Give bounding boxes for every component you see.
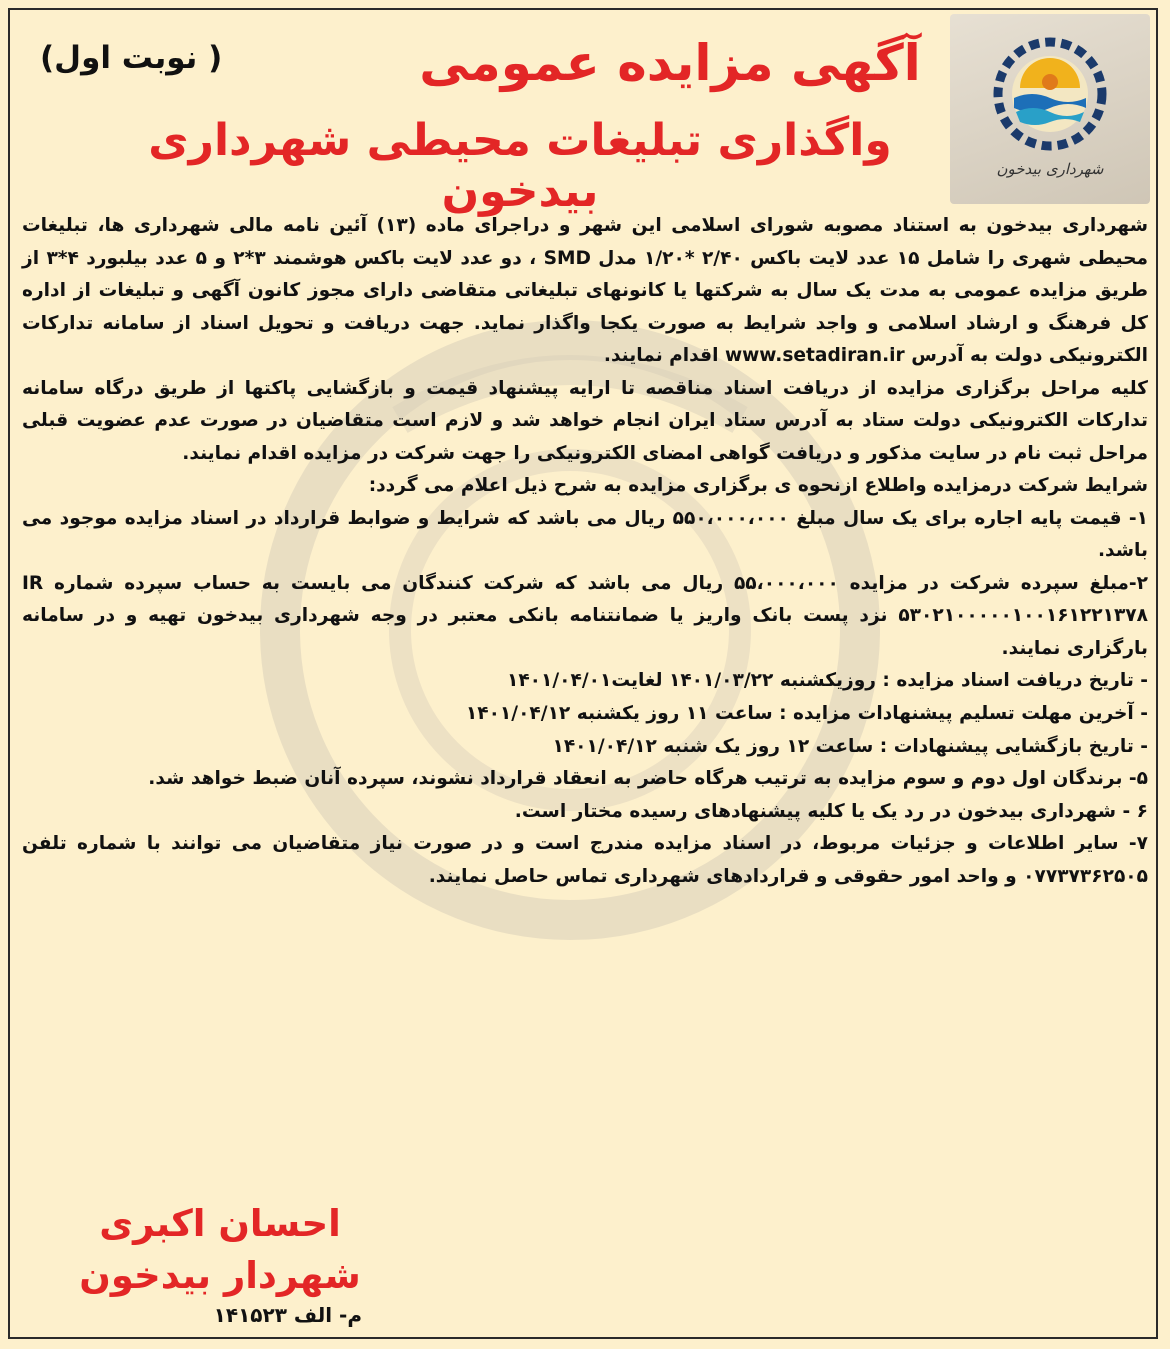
reference-number: م- الف ۱۴۱۵۲۳ [213, 1303, 362, 1327]
signatory-name: احسان اکبری [99, 1202, 341, 1245]
condition-item-2: ۲-مبلغ سپرده شرکت در مزایده ۵۵،۰۰۰،۰۰۰ ریال می باشد که شرکت کنندگان می بایست به حساب سپرده شماره IR ۵۳۰۲۱۰۰۰۰۰۱۰۰۱۶۱۲۲۱۳۷۸ نزد پست بانک واریز یا ضمانتنامه بانکی معتبر در وجه شهرداری بیدخون تهیه و در سامانه بارگزاری نمایند. [22, 572, 1148, 659]
page-title: آگهی مزایده عمومی [419, 34, 921, 92]
signature-block [70, 1198, 370, 1302]
date-deadline: - آخرین مهلت تسلیم پیشنهادات مزایده : ساعت ۱۱ روز یکشنبه ۱۴۰۱/۰۴/۱۲ [465, 702, 1148, 724]
condition-item-1: ۱- قیمت پایه اجاره برای یک سال مبلغ ۵۵۰،۰۰۰،۰۰۰ ریال می باشد که شرایط و ضوابط قرارداد در اسناد مزایده موجود می باشد. [22, 507, 1148, 562]
municipality-emblem-icon [970, 32, 1130, 162]
municipality-logo [950, 14, 1150, 204]
date-opening: - تاریخ بازگشایی پیشنهادات : ساعت ۱۲ روز یک شنبه ۱۴۰۱/۰۴/۱۲ [552, 735, 1148, 757]
date-documents: - تاریخ دریافت اسناد مزایده : روزیکشنبه ۱۴۰۱/۰۳/۲۲ لغایت۱۴۰۱/۰۴/۰۱ [506, 670, 1148, 692]
round-label: ( نوبت اول) [40, 40, 223, 76]
announcement-body [22, 210, 1148, 893]
logo-caption: شهرداری بیدخون [996, 160, 1104, 178]
condition-item-5: ۵- برندگان اول دوم و سوم مزایده به ترتیب هرگاه حاضر به انعقاد قرارداد نشوند، سپرده آنان ضبط خواهد شد. [148, 768, 1148, 790]
conditions-heading: شرایط شرکت درمزایده واطلاع ازنحوه ی برگزاری مزایده به شرح ذیل اعلام می گردد: [368, 475, 1148, 497]
setadiran-link[interactable]: www.setadiran.ir [724, 345, 905, 367]
page-subtitle: واگذاری تبلیغات محیطی شهرداری بیدخون [148, 115, 892, 217]
intro-paragraph [22, 210, 1148, 373]
signatory-title: شهردار بیدخون [79, 1253, 361, 1297]
intro-text: شهرداری بیدخون به استناد مصوبه شورای اسلامی این شهر و دراجرای ماده (۱۳) آئین نامه مالی شهرداری ها، تبلیغات محیطی شهری را شامل ۱۵ عدد لایت باکس ۲/۴۰ *۱/۲۰ مدل SMD ، دو عدد لایت باکس هوشمند ۳*۲ و ۵ عدد بیلبورد ۴*۳ از طریق مزایده عمومی به مدت یک سال به شرکتها یا کانونهای تبلیغاتی متقاضی دارای مجوز کانون آگهی و تبلیغات از اداره کل فرهنگ و ارشاد اسلامی و واجد شرایط به صورت یکجا واگذار نماید. جهت دریافت و تحویل اسناد از سامانه تدارکات الکترونیکی دولت به آدرس [22, 215, 1148, 367]
condition-item-7: ۷- سایر اطلاعات و جزئیات مربوط، در اسناد مزایده مندرج است و در صورت نیاز متقاضیان می توانند با شماره تلفن ۰۷۷۳۷۳۶۲۵۰۵ و واحد امور حقوقی و قراردادهای شهرداری تماس حاصل نمایند. [22, 833, 1148, 887]
intro-text-end: اقدام نمایند. [603, 345, 719, 367]
condition-item-6: ۶ - شهرداری بیدخون در رد یک یا کلیه پیشنهادهای رسیده مختار است. [514, 800, 1148, 822]
process-paragraph: کلیه مراحل برگزاری مزایده از دریافت اسناد مناقصه تا ارایه پیشنهاد قیمت و بازگشایی پاکتها از طریق درگاه سامانه تدارکات الکترونیکی دولت ستاد به آدرس ستاد ایران انجام خواهد شد و لازم است متقاضیان در صورت عدم عضویت قبلی مراحل ثبت نام در سایت مذکور و دریافت گواهی امضای الکترونیکی را جهت شرکت در مزایده اقدام نمایند. [22, 377, 1148, 464]
